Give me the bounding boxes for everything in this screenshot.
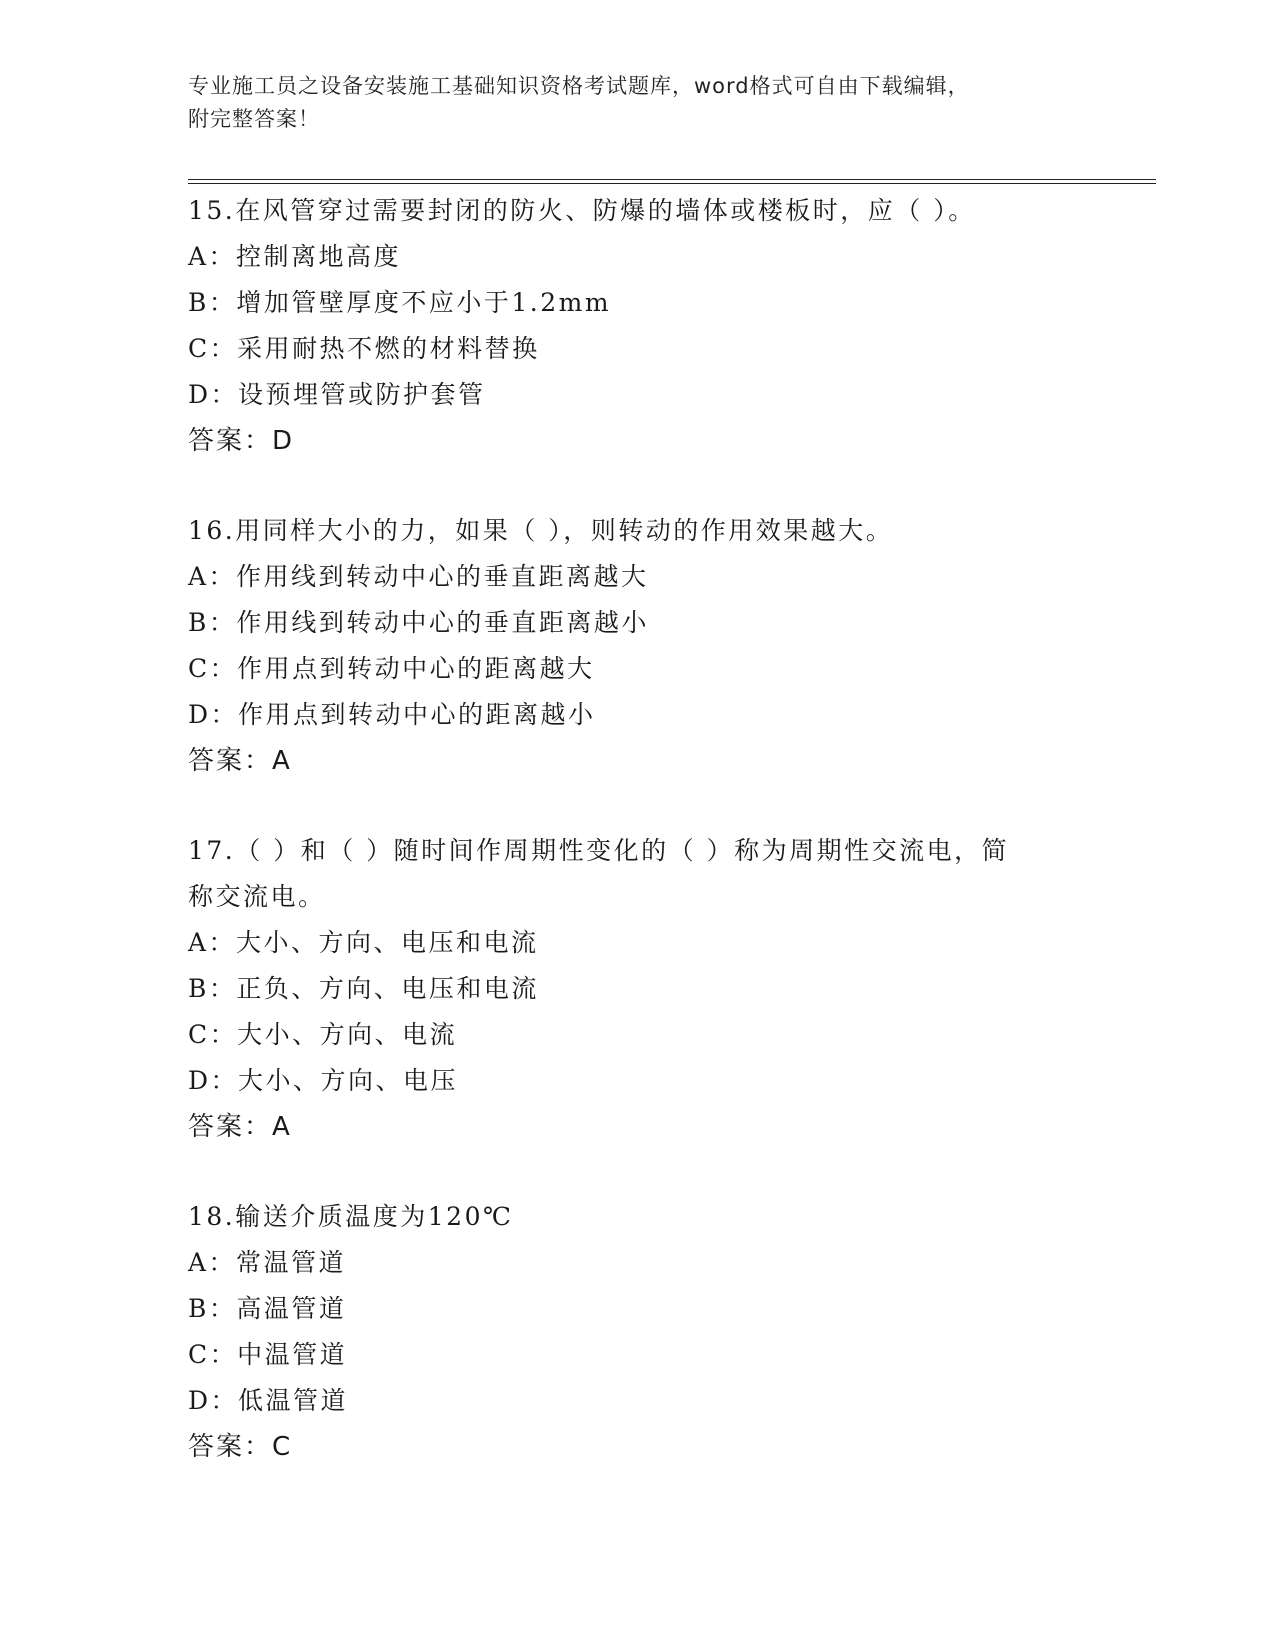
option-c: C：中温管道: [188, 1340, 348, 1369]
question-text-line-1: 17.（ ）和（ ）随时间作周期性变化的（ ）称为周期性交流电，简: [188, 836, 1010, 865]
option-c: C：大小、方向、电流: [188, 1020, 458, 1049]
option-b: B：正负、方向、电压和电流: [188, 974, 539, 1003]
option-c: C：采用耐热不燃的材料替换: [188, 334, 540, 363]
question-text: 16.用同样大小的力，如果（ ），则转动的作用效果越大。: [188, 516, 894, 545]
question-17: [188, 828, 1088, 1150]
option-b: B：高温管道: [188, 1294, 347, 1323]
question-text-line-2: 称交流电。: [188, 882, 326, 911]
option-c: C：作用点到转动中心的距离越大: [188, 654, 595, 683]
option-d: D：作用点到转动中心的距离越小: [188, 700, 596, 729]
answer: 答案：A: [188, 1112, 292, 1142]
header-line-2: 附完整答案！: [188, 107, 320, 131]
header-divider-top: [188, 179, 1156, 180]
document-header: [188, 70, 1068, 136]
question-15: [188, 188, 1088, 464]
question-text: 18.输送介质温度为120℃: [188, 1202, 514, 1231]
option-d: D：低温管道: [188, 1386, 349, 1415]
header-line-1: 专业施工员之设备安装施工基础知识资格考试题库，word格式可自由下载编辑，: [188, 74, 970, 98]
question-16: [188, 508, 1088, 784]
option-d: D：大小、方向、电压: [188, 1066, 459, 1095]
question-18: [188, 1194, 1088, 1470]
question-list: [188, 188, 1088, 1470]
question-text: 15.在风管穿过需要封闭的防火、防爆的墙体或楼板时，应（ ）。: [188, 196, 976, 225]
answer: 答案：A: [188, 746, 292, 776]
option-b: B：增加管壁厚度不应小于1.2mm: [188, 288, 612, 317]
option-b: B：作用线到转动中心的垂直距离越小: [188, 608, 649, 637]
option-a: A：常温管道: [188, 1248, 347, 1277]
option-a: A：大小、方向、电压和电流: [188, 928, 539, 957]
option-a: A：控制离地高度: [188, 242, 402, 271]
option-d: D：设预埋管或防护套管: [188, 380, 486, 409]
option-a: A：作用线到转动中心的垂直距离越大: [188, 562, 649, 591]
header-divider-bottom: [188, 183, 1156, 184]
answer: 答案：C: [188, 1432, 293, 1462]
answer: 答案：D: [188, 426, 295, 456]
